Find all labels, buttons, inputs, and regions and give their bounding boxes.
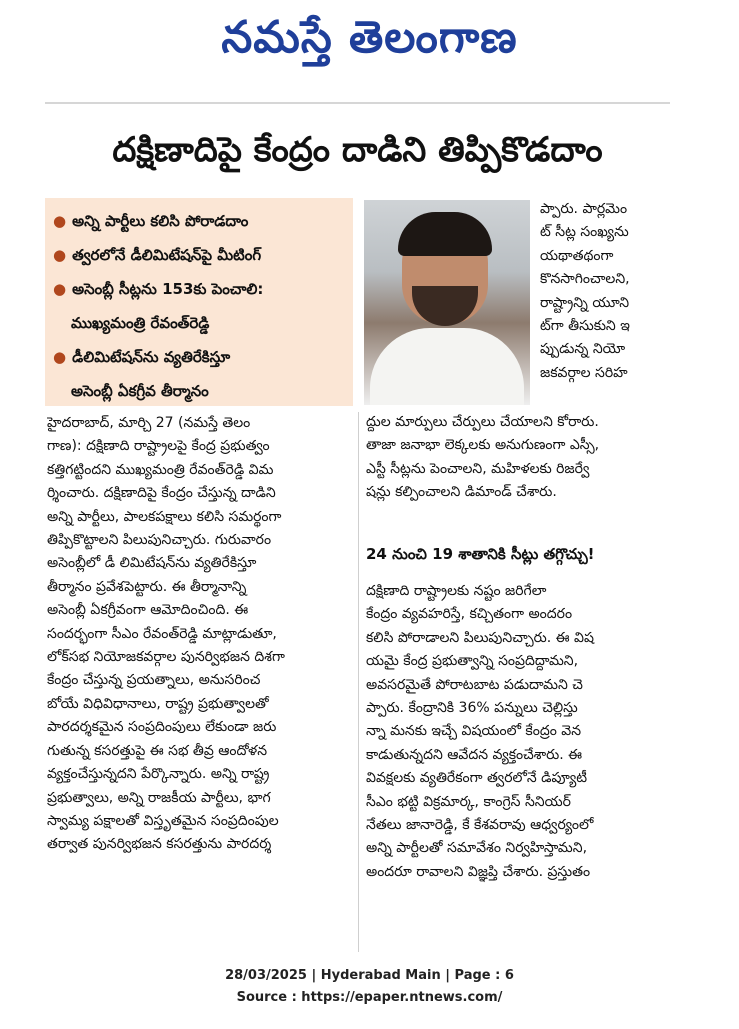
- article-text-line: కత్తిగట్టిందని ముఖ్యమంత్రి రేవంత్‌రెడ్డి విమ: [47, 461, 274, 478]
- article-column-right-wide: [366, 411, 670, 505]
- article-text-line: పారదర్శకమైన సంప్రదింపులు లేకుండా జరు: [47, 719, 277, 736]
- article-text-line: తాజా జనాభా లెక్కలకు అనుగుణంగా ఎస్సీ,: [366, 437, 600, 454]
- footer-date-edition: 28/03/2025 | Hyderabad Main | Page : 6: [225, 968, 514, 983]
- article-text-line: కేంద్రం చేస్తున్న ప్రయత్నాలు, అనుసరించ: [47, 672, 261, 689]
- highlight-item: ● డీలిమిటేషన్‌ను వ్యతిరేకిస్తూ: [53, 348, 231, 366]
- masthead-divider: [45, 102, 670, 104]
- masthead-title: నమస్తే తెలంగాణ: [221, 12, 518, 63]
- highlight-item: ● అన్ని పార్టీలు కలిసి పోరాడదాం: [53, 212, 249, 230]
- article-column-right-bottom: [366, 580, 670, 884]
- article-text-line: అందరూ రావాలని విజ్ఞప్తి చేశారు. ప్రస్తుతం: [366, 863, 591, 880]
- article-column-left: [47, 412, 353, 857]
- article-text-line: ప్పుడున్న నియో: [540, 341, 626, 358]
- highlight-item-continued: ముఖ్యమంత్రి రేవంత్‌రెడ్డి: [71, 314, 210, 332]
- article-text-line: దక్షిణాది రాష్ట్రాలకు నష్టం జరిగేలా: [366, 583, 547, 599]
- article-headline: దక్షిణాదిపై కేంద్రం దాడిని తిప్పికొడదాం: [112, 130, 603, 170]
- article-text-line: యథాతథంగా: [540, 247, 614, 264]
- article-text-line: తర్వాత పునర్విభజన కసరత్తును పారదర్శ: [47, 836, 272, 853]
- article-text-line: జకవర్గాల సరిహ: [540, 364, 628, 381]
- article-subhead: 24 నుంచి 19 శాతానికి సీట్లు తగ్గొచ్చు!: [366, 545, 595, 563]
- article-text-line: న్నా మనకు ఇచ్చే విషయంలో కేంద్రం వెన: [366, 723, 582, 740]
- article-text-line: ట్ సీట్ల సంఖ్యను: [540, 224, 629, 241]
- column-divider: [358, 412, 359, 952]
- chief-minister-photo: [364, 200, 530, 405]
- article-text-line: సీఎం భట్టి విక్రమార్క, కాంగ్రెస్ సీనియర్: [366, 793, 571, 810]
- article-text-line: ర్శించారు. దక్షిణాదిపై కేంద్రం చేస్తున్న దాడిని: [47, 485, 276, 502]
- article-text-line: తీర్మానం ప్రవేశపెట్టారు. ఈ తీర్మానాన్ని: [47, 578, 247, 595]
- article-text-line: ప్రభుత్వాలు, అన్ని రాజకీయ పార్టీలు, భాగ: [47, 789, 271, 806]
- article-text-line: అన్ని పార్టీలతో సమావేశం నిర్వహిస్తామని,: [366, 840, 588, 857]
- article-text-line: అవసరమైతే పోరాటబాట పడుదామని చె: [366, 676, 583, 693]
- article-column-right-top: [540, 198, 670, 385]
- highlight-item: ● అసెంబ్లీ సీట్లను 153కు పెంచాలి:: [53, 280, 264, 298]
- article-text-line: హైదరాబాద్, మార్చి 27 (నమస్తే తెలం: [47, 415, 251, 431]
- article-text-line: యమై కేంద్ర ప్రభుత్వాన్ని సంప్రదిద్దామని,: [366, 653, 579, 670]
- article-text-line: అసెంబ్లీలో డీ లిమిటేషన్‌ను వ్యతిరేకిస్తూ: [47, 555, 257, 572]
- footer-source: Source : https://epaper.ntnews.com/: [236, 990, 503, 1005]
- article-text-line: సందర్భంగా సీఎం రేవంత్‌రెడ్డి మాట్లాడుతూ,: [47, 625, 277, 642]
- article-text-line: కొనసాగించాలని,: [540, 271, 630, 288]
- article-text-line: ప్పారు. పార్లమెం: [540, 201, 628, 217]
- article-text-line: అసెంబ్లీ ఏకగ్రీవంగా ఆమోదించింది. ఈ: [47, 602, 249, 619]
- article-text-line: గాణ): దక్షిణాది రాష్ట్రాలపై కేంద్ర ప్రభుత్వం: [47, 438, 270, 455]
- article-text-line: ఎస్టీ సీట్లను పెంచాలని, మహిళలకు రిజర్వే: [366, 460, 590, 477]
- article-text-line: అన్ని పార్టీలు, పాలకపక్షాలు కలిసి సమర్థంగా: [47, 508, 282, 525]
- article-text-line: తిప్పికొట్టాలని పిలుపునిచ్చారు. గురువారం: [47, 532, 272, 549]
- article-text-line: షన్లు కల్పించాలని డిమాండ్ చేశారు.: [366, 484, 557, 501]
- highlights-box: [45, 198, 353, 406]
- article-text-line: గుతున్న కసరత్తుపై ఈ సభ తీవ్ర ఆందోళన: [47, 742, 268, 759]
- highlight-item-continued: అసెంబ్లీ ఏకగ్రీవ తీర్మానం: [71, 382, 209, 400]
- article-text-line: ప్పారు. కేంద్రానికి 36% పన్నులు చెల్లిస్తు: [366, 700, 578, 717]
- article-text-line: వ్యక్తంచేస్తున్నదని పేర్కొన్నారు. అన్ని రాష్ట్ర: [47, 766, 270, 783]
- article-text-line: వివక్షలకు వ్యతిరేకంగా త్వరలోనే డిప్యూటీ: [366, 770, 588, 787]
- article-text-line: ట్‌గా తీసుకుని ఇ: [540, 318, 630, 335]
- article-text-line: రాష్ట్రాన్ని యూని: [540, 294, 630, 311]
- highlight-item: ● త్వరలోనే డీలిమిటేషన్‌పై మీటింగ్: [53, 246, 262, 264]
- article-text-line: నేతలు జానారెడ్డి, కే కేశవరావు ఆధ్వర్యంలో: [366, 817, 594, 834]
- article-text-line: కలిసి పోరాడాలని పిలుపునిచ్చారు. ఈ విష: [366, 629, 594, 646]
- article-text-line: కాడుతున్నదని ఆవేదన వ్యక్తంచేశారు. ఈ: [366, 746, 583, 763]
- article-text-line: స్వామ్య పక్షాలతో విస్తృతమైన సంప్రదింపుల: [47, 812, 279, 829]
- article-text-line: లోక్‌సభ నియోజకవర్గాల పునర్విభజన దిశగా: [47, 649, 285, 666]
- article-text-line: బోయే విధివిధానాలు, రాష్ట్ర ప్రభుత్వాలతో: [47, 695, 269, 712]
- article-text-line: ద్దుల మార్పులు చేర్పులు చేయాలని కోరారు.: [366, 414, 599, 430]
- article-text-line: కేంద్రం వ్యవహరిస్తే, కచ్చితంగా అందరం: [366, 606, 573, 623]
